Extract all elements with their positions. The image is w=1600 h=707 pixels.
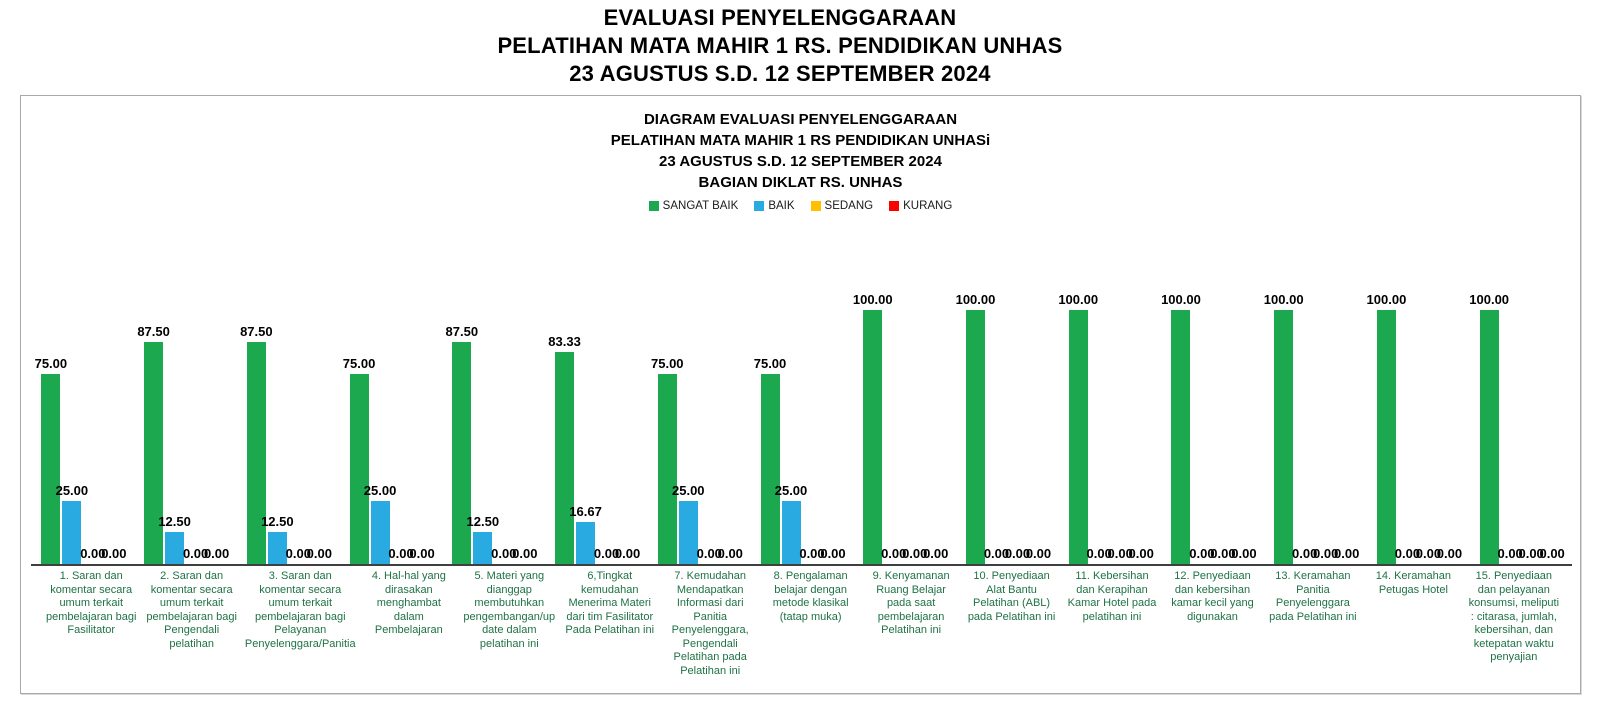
bar-slot-baik <box>1189 312 1215 564</box>
value-label-baik: 0.00 <box>1189 546 1215 561</box>
value-label-baik: 25.00 <box>774 482 808 498</box>
bar-sangat-baik <box>1274 310 1293 564</box>
legend-swatch-icon <box>889 201 899 211</box>
bar-baik <box>473 532 492 564</box>
bar-slot-kurang <box>1231 312 1257 564</box>
value-label-baik: 0.00 <box>1086 546 1112 561</box>
value-label-kurang: 0.00 <box>923 546 949 561</box>
bar-group-8 <box>750 312 853 564</box>
value-label-sangat-baik: 75.00 <box>651 355 684 371</box>
value-label-baik: 25.00 <box>363 482 397 498</box>
bar-slot-sedang <box>80 312 106 564</box>
bar-slot-baik <box>55 312 89 564</box>
bar-slot-kurang <box>512 312 538 564</box>
bar-slot-sangat-baik <box>1058 292 1099 564</box>
value-label-sedang: 0.00 <box>1210 546 1236 561</box>
bar-slot-kurang <box>820 312 846 564</box>
bar-slot-sedang <box>1518 312 1544 564</box>
category-label-3: 3. Saran dan komentar secara umum terkait pembelajaran bagi Pelayanan Penyelenggara/Panitia <box>244 570 356 650</box>
legend-swatch-icon <box>754 201 764 211</box>
bar-slot-baik <box>672 312 705 564</box>
bar-slot-sedang <box>388 312 414 564</box>
value-label-sangat-baik: 75.00 <box>753 355 787 371</box>
bar-slot-sedang <box>902 312 928 564</box>
bar-slot-sedang <box>1004 312 1031 564</box>
value-label-sedang: 0.00 <box>902 546 928 561</box>
value-label-baik: 0.00 <box>1292 546 1318 561</box>
value-label-sangat-baik: 100.00 <box>955 292 996 307</box>
bar-group-6 <box>545 312 648 564</box>
category-label-13: 13. Keramahan Panitia Penyelenggara pada Pelatihan ini <box>1269 570 1357 623</box>
bar-slot-sangat-baik <box>34 312 68 564</box>
bar-group-5 <box>442 312 545 564</box>
value-label-sedang: 0.00 <box>1313 546 1339 561</box>
bar-slot-sangat-baik <box>342 312 376 564</box>
bar-slot-sedang <box>1107 312 1133 564</box>
value-label-sangat-baik: 100.00 <box>1469 292 1510 307</box>
value-label-baik: 12.50 <box>466 514 500 530</box>
value-label-kurang: 0.00 <box>306 546 332 561</box>
value-label-kurang: 0.00 <box>512 546 538 561</box>
bar-group-11 <box>1058 292 1161 564</box>
value-label-sangat-baik: 100.00 <box>1263 292 1304 307</box>
category-label-9: 9. Kenyamanan Ruang Belajar pada saat pembelajaran Pelatihan ini <box>872 570 950 636</box>
bar-slot-baik <box>1086 312 1112 564</box>
category-label-12: 12. Penyediaan dan kebersihan kamar kecil yang digunakan <box>1171 570 1254 623</box>
bar-sangat-baik <box>144 342 163 564</box>
value-label-sangat-baik: 87.50 <box>445 323 479 339</box>
bar-sangat-baik <box>761 374 780 565</box>
value-label-sedang: 0.00 <box>593 546 620 561</box>
bar-sangat-baik <box>966 310 985 564</box>
bar-group-2 <box>134 312 237 564</box>
bar-slot-baik <box>983 312 1010 564</box>
bar-slot-sedang <box>1415 312 1442 564</box>
bar-sangat-baik <box>863 310 882 564</box>
value-label-sangat-baik: 100.00 <box>852 292 893 307</box>
value-label-sedang: 0.00 <box>1004 546 1031 561</box>
bar-slot-sangat-baik <box>852 292 893 564</box>
page-title-line-3: 23 AGUSTUS S.D. 12 SEPTEMBER 2024 <box>569 61 991 86</box>
value-label-sedang: 0.00 <box>182 546 209 561</box>
legend-label: BAIK <box>768 200 795 212</box>
bar-slot-sedang <box>593 312 620 564</box>
value-label-kurang: 0.00 <box>101 546 127 561</box>
bar-slot-kurang <box>717 312 743 564</box>
bar-slot-baik <box>569 312 602 564</box>
bar-slot-kurang <box>306 312 332 564</box>
value-label-sangat-baik: 87.50 <box>137 323 170 339</box>
bar-slot-baik <box>1497 312 1523 564</box>
bar-baik <box>165 532 184 564</box>
value-label-baik: 0.00 <box>881 546 907 561</box>
bar-baik <box>62 501 81 565</box>
legend-swatch-icon <box>649 201 659 211</box>
bar-slot-sedang <box>696 312 722 564</box>
bar-group-4 <box>339 312 442 564</box>
bar-slot-sedang <box>1210 312 1236 564</box>
bar-slot-kurang <box>923 312 949 564</box>
bar-slot-sangat-baik <box>651 312 684 564</box>
value-label-baik: 0.00 <box>983 546 1010 561</box>
category-label-7: 7. Kemudahan Mendapatkan Informasi dari Panitia Penyelenggara, Pengendali Pelatihan pada Pelatihan ini <box>671 570 749 677</box>
bar-slot-sangat-baik <box>1469 292 1510 564</box>
category-label-5: 5. Materi yang dianggap membutuhkan pengembangan/up date dalam pelatihan ini <box>463 570 556 650</box>
value-label-baik: 25.00 <box>672 482 705 498</box>
bar-sangat-baik <box>452 342 471 564</box>
bar-slot-baik <box>363 312 397 564</box>
bar-slot-kurang <box>409 312 435 564</box>
bar-group-10 <box>955 292 1059 564</box>
bar-slot-kurang <box>1128 312 1154 564</box>
bar-slot-baik <box>774 312 808 564</box>
category-label-6: 6,Tingkat kemudahan Menerima Materi dari tim Fasilitator Pada Pelatihan ini <box>565 570 655 636</box>
bar-slot-baik <box>881 312 907 564</box>
bar-baik <box>576 522 595 564</box>
bar-baik <box>679 501 698 565</box>
bar-slot-sangat-baik <box>955 292 996 564</box>
plot-area <box>31 292 1572 678</box>
bar-baik <box>371 501 390 565</box>
value-label-kurang: 0.00 <box>1436 546 1463 561</box>
bar-sangat-baik <box>1171 310 1190 564</box>
value-label-kurang: 0.00 <box>203 546 230 561</box>
value-label-sangat-baik: 100.00 <box>1058 292 1099 307</box>
value-label-baik: 0.00 <box>1497 546 1523 561</box>
bar-sangat-baik <box>555 352 574 564</box>
legend-item-sangat-baik <box>649 200 739 212</box>
bar-group-12 <box>1161 292 1264 564</box>
value-label-kurang: 0.00 <box>409 546 435 561</box>
bar-sangat-baik <box>658 374 677 565</box>
bar-slot-kurang <box>1539 312 1565 564</box>
value-label-sedang: 0.00 <box>1107 546 1133 561</box>
category-label-15: 15. Penyediaan dan pelayanan konsumsi, meliputi : citarasa, jumlah, kebersihan, dan ketepatan waktu penyajian <box>1468 570 1560 663</box>
bar-group-3 <box>236 312 339 564</box>
value-label-sedang: 0.00 <box>799 546 825 561</box>
bar-sangat-baik <box>247 342 266 564</box>
bar-slot-sedang <box>799 312 825 564</box>
bar-slot-kurang <box>101 312 127 564</box>
bar-sangat-baik <box>350 374 369 565</box>
value-label-sedang: 0.00 <box>696 546 722 561</box>
value-label-sangat-baik: 83.33 <box>548 334 581 350</box>
bar-group-13 <box>1263 292 1367 564</box>
value-label-kurang: 0.00 <box>1231 546 1257 561</box>
value-label-kurang: 0.00 <box>1128 546 1154 561</box>
bar-group-7 <box>647 312 750 564</box>
bar-group-14 <box>1366 292 1470 564</box>
legend-item-baik <box>754 200 794 212</box>
category-label-14: 14. Keramahan Petugas Hotel <box>1375 570 1451 596</box>
value-label-sangat-baik: 75.00 <box>342 355 376 371</box>
bar-slot-kurang <box>1436 312 1463 564</box>
bar-sangat-baik <box>1069 310 1088 564</box>
category-label-10: 10. Penyediaan Alat Bantu Pelatihan (ABL) pada Pelatihan ini <box>967 570 1056 623</box>
value-label-baik: 12.50 <box>261 514 294 530</box>
value-label-kurang: 0.00 <box>614 546 641 561</box>
bar-group-15 <box>1469 292 1572 564</box>
value-label-sedang: 0.00 <box>1415 546 1442 561</box>
value-label-sedang: 0.00 <box>388 546 414 561</box>
bar-slot-kurang <box>1025 312 1052 564</box>
value-label-kurang: 0.00 <box>1334 546 1360 561</box>
bar-slot-kurang <box>1334 312 1360 564</box>
category-axis <box>41 570 1564 678</box>
value-label-sedang: 0.00 <box>491 546 517 561</box>
category-label-11: 11. Kebersihan dan Kerapihan Kamar Hotel pada pelatihan ini <box>1067 570 1157 623</box>
bar-baik <box>268 532 287 564</box>
bar-baik <box>782 501 801 565</box>
bar-slot-baik <box>261 312 294 564</box>
bar-slot-sangat-baik <box>548 312 581 564</box>
value-label-baik: 0.00 <box>1394 546 1421 561</box>
page-title-line-1: EVALUASI PENYELENGGARAAN <box>603 5 957 30</box>
chart-title <box>21 109 1580 193</box>
bar-group-1 <box>31 312 134 564</box>
bar-slot-kurang <box>203 312 230 564</box>
value-label-kurang: 0.00 <box>1025 546 1052 561</box>
chart-legend <box>21 200 1580 212</box>
value-label-sangat-baik: 100.00 <box>1366 292 1407 307</box>
value-label-sangat-baik: 75.00 <box>34 355 68 371</box>
page-title <box>0 4 1560 88</box>
page-title-line-2: PELATIHAN MATA MAHIR 1 RS. PENDIDIKAN UNHAS <box>497 33 1063 58</box>
bar-group-9 <box>852 292 956 564</box>
bar-sangat-baik <box>1480 310 1499 564</box>
category-label-4: 4. Hal-hal yang dirasakan menghambat dalam Pembelajaran <box>371 570 446 636</box>
category-label-8: 8. Pengalaman belajar dengan metode klasikal (tatap muka) <box>772 570 849 623</box>
bar-slot-sangat-baik <box>1366 292 1407 564</box>
legend-label: SEDANG <box>824 200 874 212</box>
category-label-2: 2. Saran dan komentar secara umum terkait pembelajaran bagi Pengendali pelatihan <box>146 570 237 650</box>
legend-label: KURANG <box>903 200 953 212</box>
value-label-sangat-baik: 100.00 <box>1161 292 1201 307</box>
legend-label: SANGAT BAIK <box>662 200 739 212</box>
chart-title-line-3: 23 AGUSTUS S.D. 12 SEPTEMBER 2024 <box>659 153 942 170</box>
legend-item-sedang <box>811 200 874 212</box>
bar-slot-sangat-baik <box>753 312 787 564</box>
value-label-kurang: 0.00 <box>1539 546 1565 561</box>
value-label-sedang: 0.00 <box>285 546 311 561</box>
category-label-1: 1. Saran dan komentar secara umum terkait pembelajaran bagi Fasilitator <box>45 570 137 636</box>
chart-frame <box>20 95 1581 694</box>
bar-sangat-baik <box>1377 310 1396 564</box>
value-label-baik: 12.50 <box>158 514 191 530</box>
legend-swatch-icon <box>811 201 821 211</box>
bar-slot-baik <box>466 312 500 564</box>
bar-slot-baik <box>158 312 191 564</box>
chart-title-line-2: PELATIHAN MATA MAHIR 1 RS PENDIDIKAN UNHASi <box>610 132 991 149</box>
chart-title-line-4: BAGIAN DIKLAT RS. UNHAS <box>698 174 903 191</box>
value-label-sangat-baik: 87.50 <box>240 323 273 339</box>
bar-slot-kurang <box>614 312 641 564</box>
value-label-sedang: 0.00 <box>80 546 106 561</box>
value-label-kurang: 0.00 <box>820 546 846 561</box>
bar-sangat-baik <box>41 374 60 565</box>
bar-slot-baik <box>1292 312 1318 564</box>
chart-title-line-1: DIAGRAM EVALUASI PENYELENGGARAAN <box>643 111 958 128</box>
bar-plot <box>31 292 1572 566</box>
value-label-baik: 25.00 <box>55 482 89 498</box>
bar-slot-sangat-baik <box>1161 292 1201 564</box>
value-label-sedang: 0.00 <box>1518 546 1544 561</box>
bar-slot-baik <box>1394 312 1421 564</box>
bar-slot-sedang <box>1313 312 1339 564</box>
value-label-kurang: 0.00 <box>717 546 743 561</box>
legend-item-kurang <box>889 200 952 212</box>
value-label-baik: 16.67 <box>569 503 602 519</box>
bar-slot-sangat-baik <box>1263 292 1304 564</box>
